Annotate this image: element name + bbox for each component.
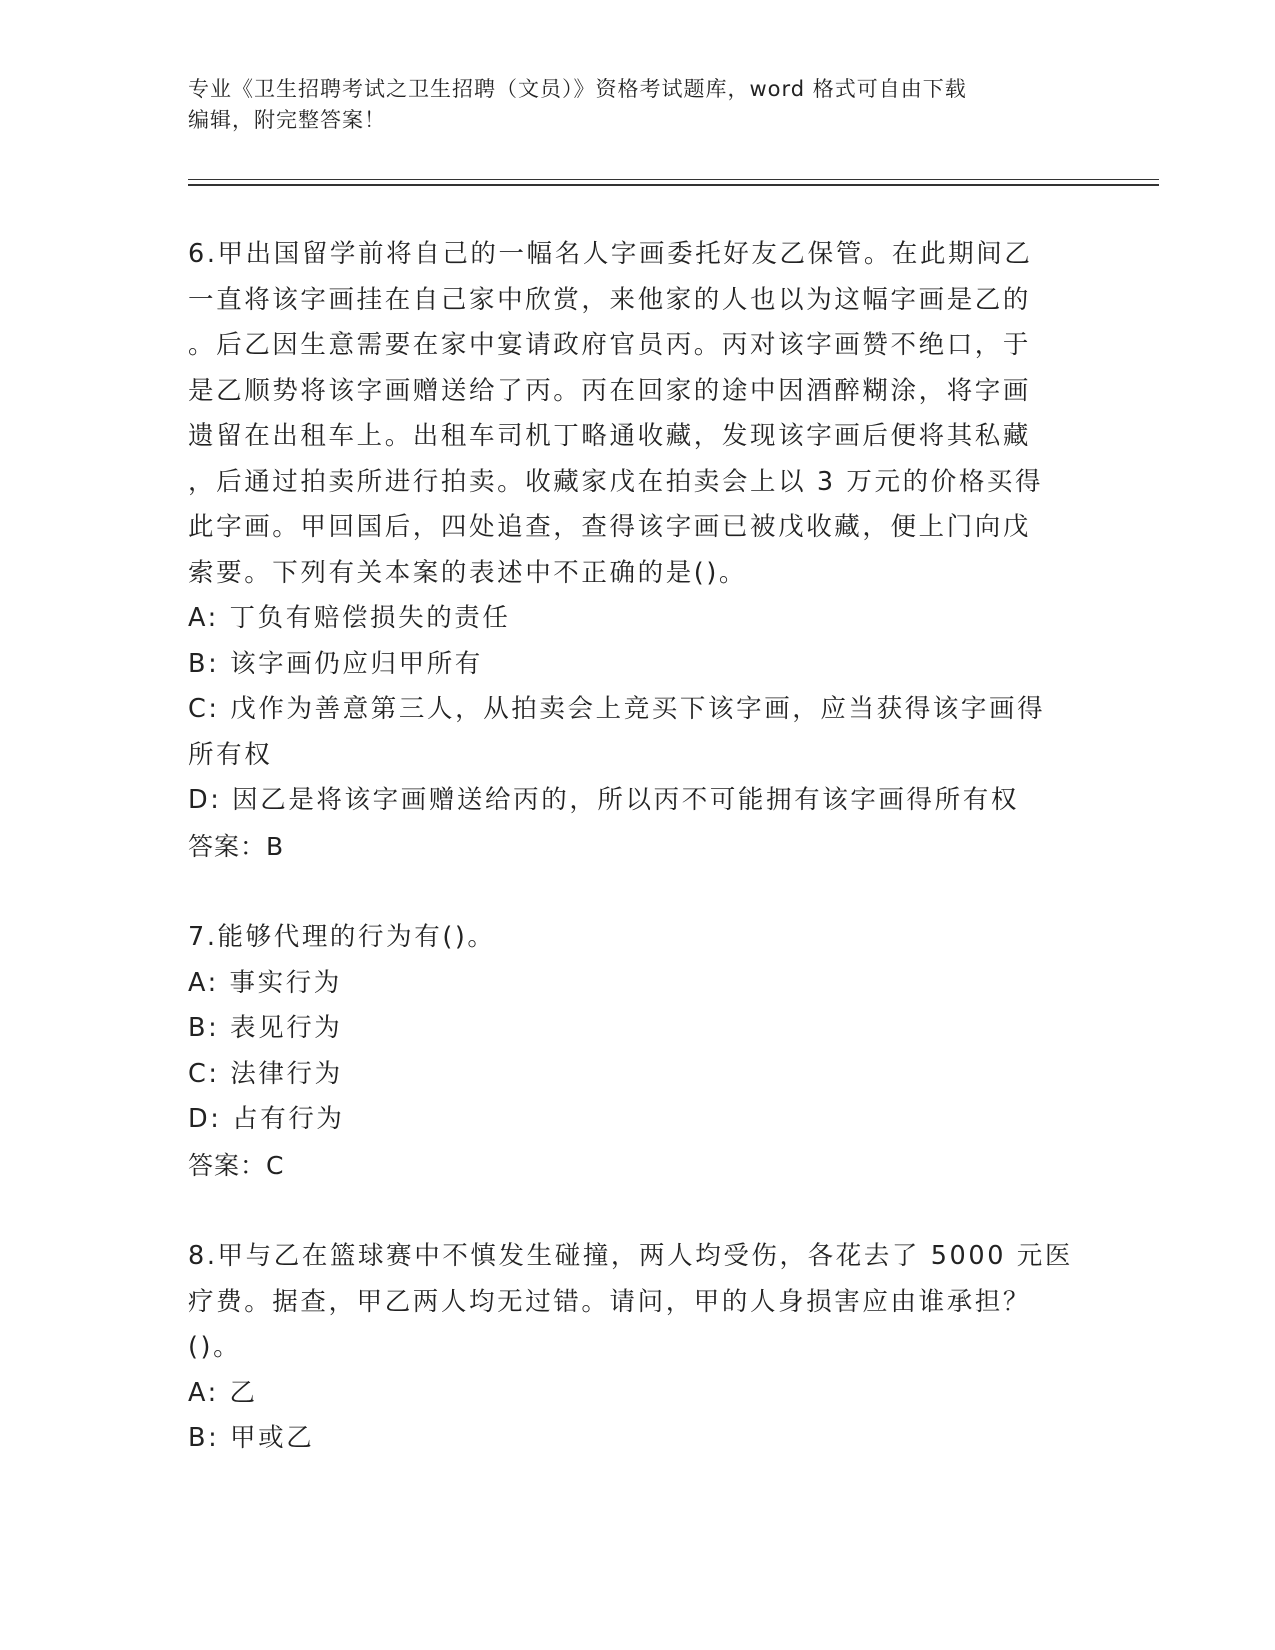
- question-stem-line: ，后通过拍卖所进行拍卖。收藏家戊在拍卖会上以 3 万元的价格买得: [188, 466, 1044, 497]
- question-stem-line: 7.能够代理的行为有()。: [188, 922, 496, 952]
- question-stem-line: 。后乙因生意需要在家中宴请政府官员丙。丙对该字画赞不绝口，于: [188, 330, 1032, 360]
- answer-option: B: 甲或乙: [188, 1423, 315, 1453]
- question-stem-line: 8.甲与乙在篮球赛中不慎发生碰撞，两人均受伤，各花去了 5000 元医: [188, 1241, 1073, 1271]
- document-header: 专业《卫生招聘考试之卫生招聘（文员）》资格考试题库，word 格式可自由下载 编辑，附完整答案！: [188, 77, 967, 132]
- answer-option: D: 占有行为: [188, 1104, 345, 1134]
- answer-key: 答案：C: [188, 1150, 285, 1180]
- answer-key: 答案：B: [188, 831, 285, 861]
- question-stem-line: 一直将该字画挂在自己家中欣赏，来他家的人也以为这幅字画是乙的: [188, 284, 1032, 315]
- question-spacer: [188, 1188, 1088, 1234]
- answer-option: C: 戊作为善意第三人，从拍卖会上竞买下该字画，应当获得该字画得: [188, 694, 1046, 724]
- question-block: [188, 915, 1088, 1188]
- question-stem-line: 是乙顺势将该字画赠送给了丙。丙在回家的途中因酒醉糊涂，将字画: [188, 375, 1032, 406]
- question-block: [188, 1234, 1088, 1462]
- question-spacer: [188, 869, 1088, 915]
- header-divider-thick: [188, 184, 1159, 186]
- answer-option: A: 丁负有赔偿损失的责任: [188, 603, 511, 633]
- answer-option: B: 该字画仍应归甲所有: [188, 648, 483, 679]
- answer-option: C: 法律行为: [188, 1058, 343, 1089]
- question-stem-line: 索要。下列有关本案的表述中不正确的是()。: [188, 557, 747, 588]
- question-stem-line: 6.甲出国留学前将自己的一幅名人字画委托好友乙保管。在此期间乙: [188, 239, 1033, 269]
- answer-option: A: 乙: [188, 1377, 258, 1408]
- answer-option: A: 事实行为: [188, 967, 342, 998]
- question-block: [188, 232, 1088, 869]
- question-stem-line: 此字画。甲回国后，四处追查，查得该字画已被戊收藏，便上门向戊: [188, 512, 1032, 542]
- question-stem-line: ()。: [188, 1332, 242, 1362]
- answer-option-continuation: 所有权: [188, 739, 273, 770]
- answer-option: D: 因乙是将该字画赠送给丙的，所以丙不可能拥有该字画得所有权: [188, 785, 1019, 815]
- header-divider-thin: [188, 179, 1159, 180]
- question-stem-line: 遗留在出租车上。出租车司机丁略通收藏，发现该字画后便将其私藏: [188, 421, 1032, 451]
- answer-option: B: 表见行为: [188, 1013, 343, 1043]
- question-list: [188, 232, 1088, 1462]
- question-stem-line: 疗费。据查，甲乙两人均无过错。请问，甲的人身损害应由谁承担？: [188, 1286, 1032, 1317]
